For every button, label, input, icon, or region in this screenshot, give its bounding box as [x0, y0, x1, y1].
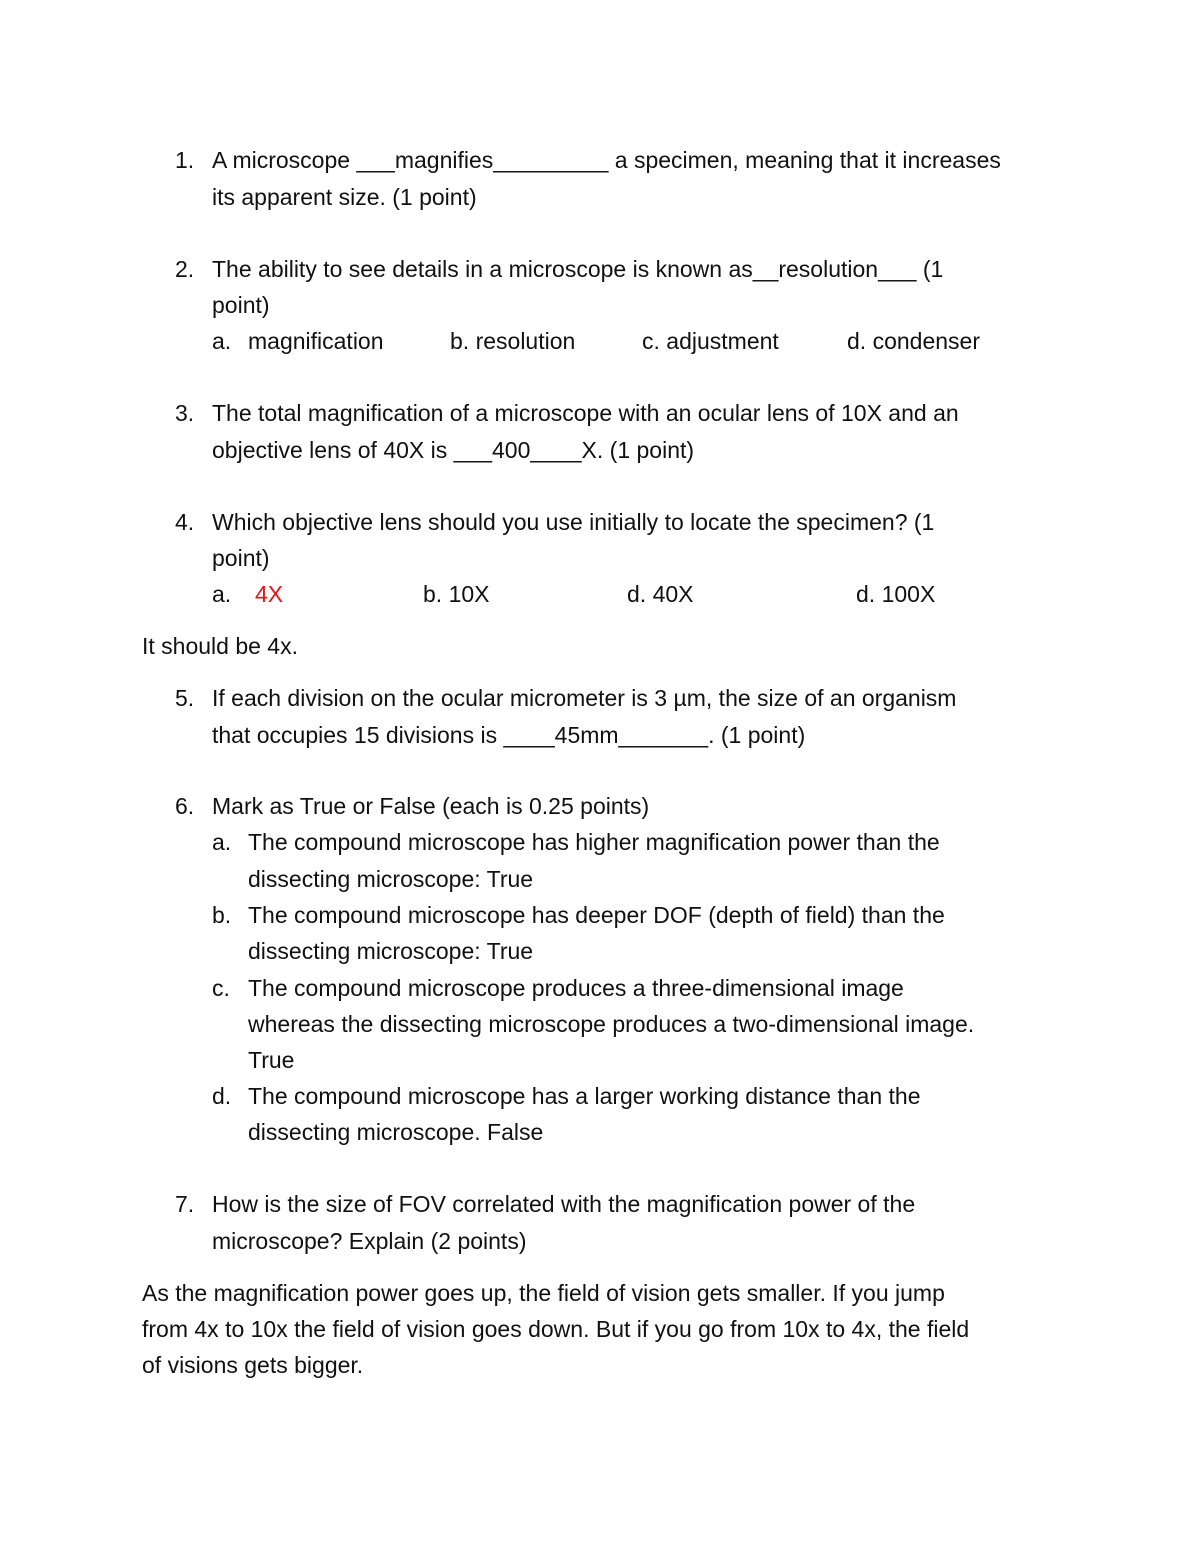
q4-answer-note: It should be 4x.: [142, 633, 298, 659]
q7-answer-line1: As the magnification power goes up, the field of vision gets smaller. If you jump: [142, 1280, 945, 1306]
q4-option-c: d. 40X: [627, 581, 694, 607]
q6-item-b-label: b.: [212, 902, 232, 928]
q3-text-line2: objective lens of 40X is ___400____X. (1 point): [212, 437, 695, 463]
q6-item-a-label: a.: [212, 829, 232, 855]
q7-answer-line2: from 4x to 10x the field of vision goes down. But if you go from 10x to 4x, the field: [142, 1316, 970, 1342]
q5-text-line2: that occupies 15 divisions is ____45mm_______. (1 point): [212, 722, 806, 748]
q6-number: 6.: [175, 793, 195, 819]
q6-item-c-line3: True: [248, 1047, 295, 1073]
q2-option-d: d. condenser: [847, 328, 980, 354]
q4-option-d: d. 100X: [856, 581, 936, 607]
q6-item-a-line2: dissecting microscope: True: [248, 866, 534, 892]
q6-item-b-line2: dissecting microscope: True: [248, 938, 534, 964]
q6-text: Mark as True or False (each is 0.25 points): [212, 793, 650, 819]
q3-number: 3.: [175, 400, 195, 426]
q2-option-b: b. resolution: [450, 328, 576, 354]
q2-number: 2.: [175, 256, 195, 282]
q5-number: 5.: [175, 685, 195, 711]
q6-item-d-label: d.: [212, 1083, 232, 1109]
q7-text-line2: microscope? Explain (2 points): [212, 1228, 527, 1254]
q6-item-d-line1: The compound microscope has a larger working distance than the: [248, 1083, 921, 1109]
q2-option-a-text: magnification: [248, 328, 384, 354]
q7-number: 7.: [175, 1191, 195, 1217]
q6-item-c-label: c.: [212, 975, 230, 1001]
q6-item-d-line2: dissecting microscope. False: [248, 1119, 544, 1145]
q5-text-line1: If each division on the ocular micrometer is 3 µm, the size of an organism: [212, 685, 957, 711]
q6-item-a-line1: The compound microscope has higher magnification power than the: [248, 829, 940, 855]
q6-item-b-line1: The compound microscope has deeper DOF (depth of field) than the: [248, 902, 945, 928]
q2-option-a-label: a.: [212, 328, 232, 354]
q2-text-line1: The ability to see details in a microscope is known as__resolution___ (1: [212, 256, 944, 282]
q6-item-c-line1: The compound microscope produces a three-dimensional image: [248, 975, 904, 1001]
q3-text-line1: The total magnification of a microscope with an ocular lens of 10X and an: [212, 400, 959, 426]
q1-number: 1.: [175, 147, 195, 173]
q4-option-a-label: a.: [212, 581, 232, 607]
q4-number: 4.: [175, 509, 195, 535]
q4-text-line2: point): [212, 545, 270, 571]
q1-text-line1: A microscope ___magnifies_________ a specimen, meaning that it increases: [212, 147, 1001, 173]
q4-text-line1: Which objective lens should you use initially to locate the specimen? (1: [212, 509, 935, 535]
q4-option-b: b. 10X: [423, 581, 490, 607]
q6-item-c-line2: whereas the dissecting microscope produces a two-dimensional image.: [248, 1011, 975, 1037]
q2-text-line2: point): [212, 292, 270, 318]
q4-option-a-answer: 4X: [255, 581, 284, 607]
q7-answer-line3: of visions gets bigger.: [142, 1352, 364, 1378]
q2-option-c: c. adjustment: [642, 328, 779, 354]
q7-text-line1: How is the size of FOV correlated with the magnification power of the: [212, 1191, 916, 1217]
q1-text-line2: its apparent size. (1 point): [212, 184, 477, 210]
